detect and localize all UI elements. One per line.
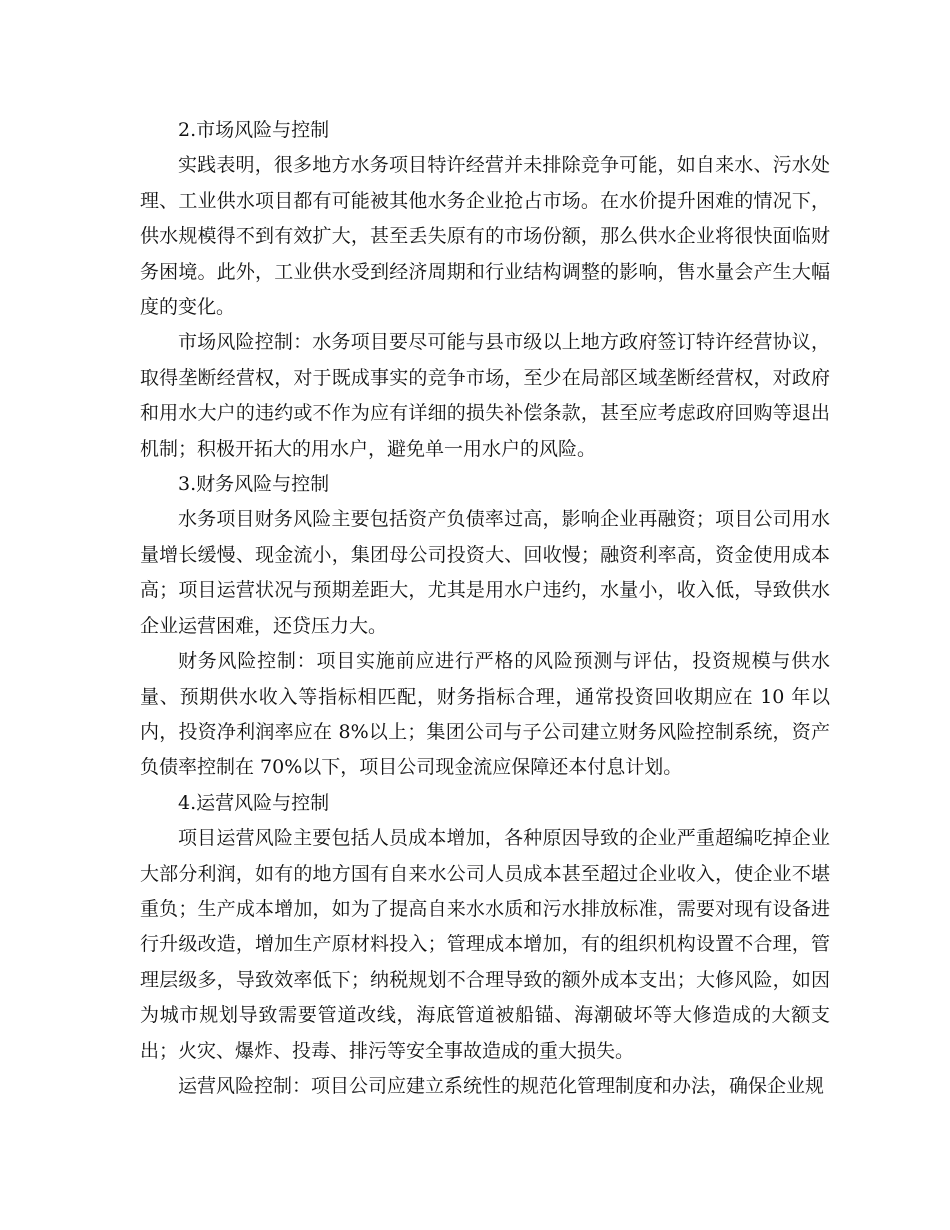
section-heading-market-risk: 2.市场风险与控制 bbox=[178, 119, 330, 141]
section-heading-operational-risk: 4.运营风险与控制 bbox=[178, 791, 330, 814]
paragraph-operational-risk-description: 项目运营风险主要包括人员成本增加，各种原因导致的企业严重超编吃掉企业大部分利润，如有的地方国有自来水公司人员成本甚至超过企业收入，使企业不堪重负；生产成本增加，如为了提高自来水水质和污水排放标准，需要对现有设备进行升级改造，增加生产原材料投入；管理成本增加，有的组织机构设置不合理，管理层级多，导致效率低下；纳税规划不合理导致的额外成本支出；大修风险，如因为城市规划导致需要管道改线，海底管道被船锚、海潮破坏等大修造成的大额支出；火灾、爆炸、投毒、排污等安全事故造成的重大损失。 bbox=[140, 827, 830, 1062]
document-body bbox=[140, 113, 830, 1104]
section-heading-financial-risk: 3.财务风险与控制 bbox=[178, 473, 330, 496]
paragraph-financial-risk-control: 财务风险控制：项目实施前应进行严格的风险预测与评估，投资规模与供水量、预期供水收入等指标相匹配，财务指标合理，通常投资回收期应在 10 年以内，投资净利润率应在 8%以上；集团公司与子公司建立财务风险控制系统，资产负债率控制在 70%以下，项目公司现金流应保障还本付息计划。 bbox=[140, 650, 830, 779]
paragraph-market-risk-description: 实践表明，很多地方水务项目特许经营并未排除竞争可能，如自来水、污水处理、工业供水项目都有可能被其他水务企业抢占市场。在水价提升困难的情况下，供水规模得不到有效扩大，甚至丢失原有的市场份额，那么供水企业将很快面临财务困境。此外，工业供水受到经济周期和行业结构调整的影响，售水量会产生大幅度的变化。 bbox=[140, 154, 830, 319]
paragraph-market-risk-control: 市场风险控制：水务项目要尽可能与县市级以上地方政府签订特许经营协议，取得垄断经营权，对于既成事实的竞争市场，至少在局部区域垄断经营权，对政府和用水大户的违约或不作为应有详细的损失补偿条款，甚至应考虑政府回购等退出机制；积极开拓大的用水户，避免单一用水户的风险。 bbox=[140, 331, 830, 460]
paragraph-operational-risk-control: 运营风险控制：项目公司应建立系统性的规范化管理制度和办法，确保企业规 bbox=[178, 1074, 825, 1097]
paragraph-financial-risk-description: 水务项目财务风险主要包括资产负债率过高，影响企业再融资；项目公司用水量增长缓慢、现金流小，集团母公司投资大、回收慢；融资利率高，资金使用成本高；项目运营状况与预期差距大，尤其是用水户违约，水量小，收入低，导致供水企业运营困难，还贷压力大。 bbox=[140, 508, 830, 637]
